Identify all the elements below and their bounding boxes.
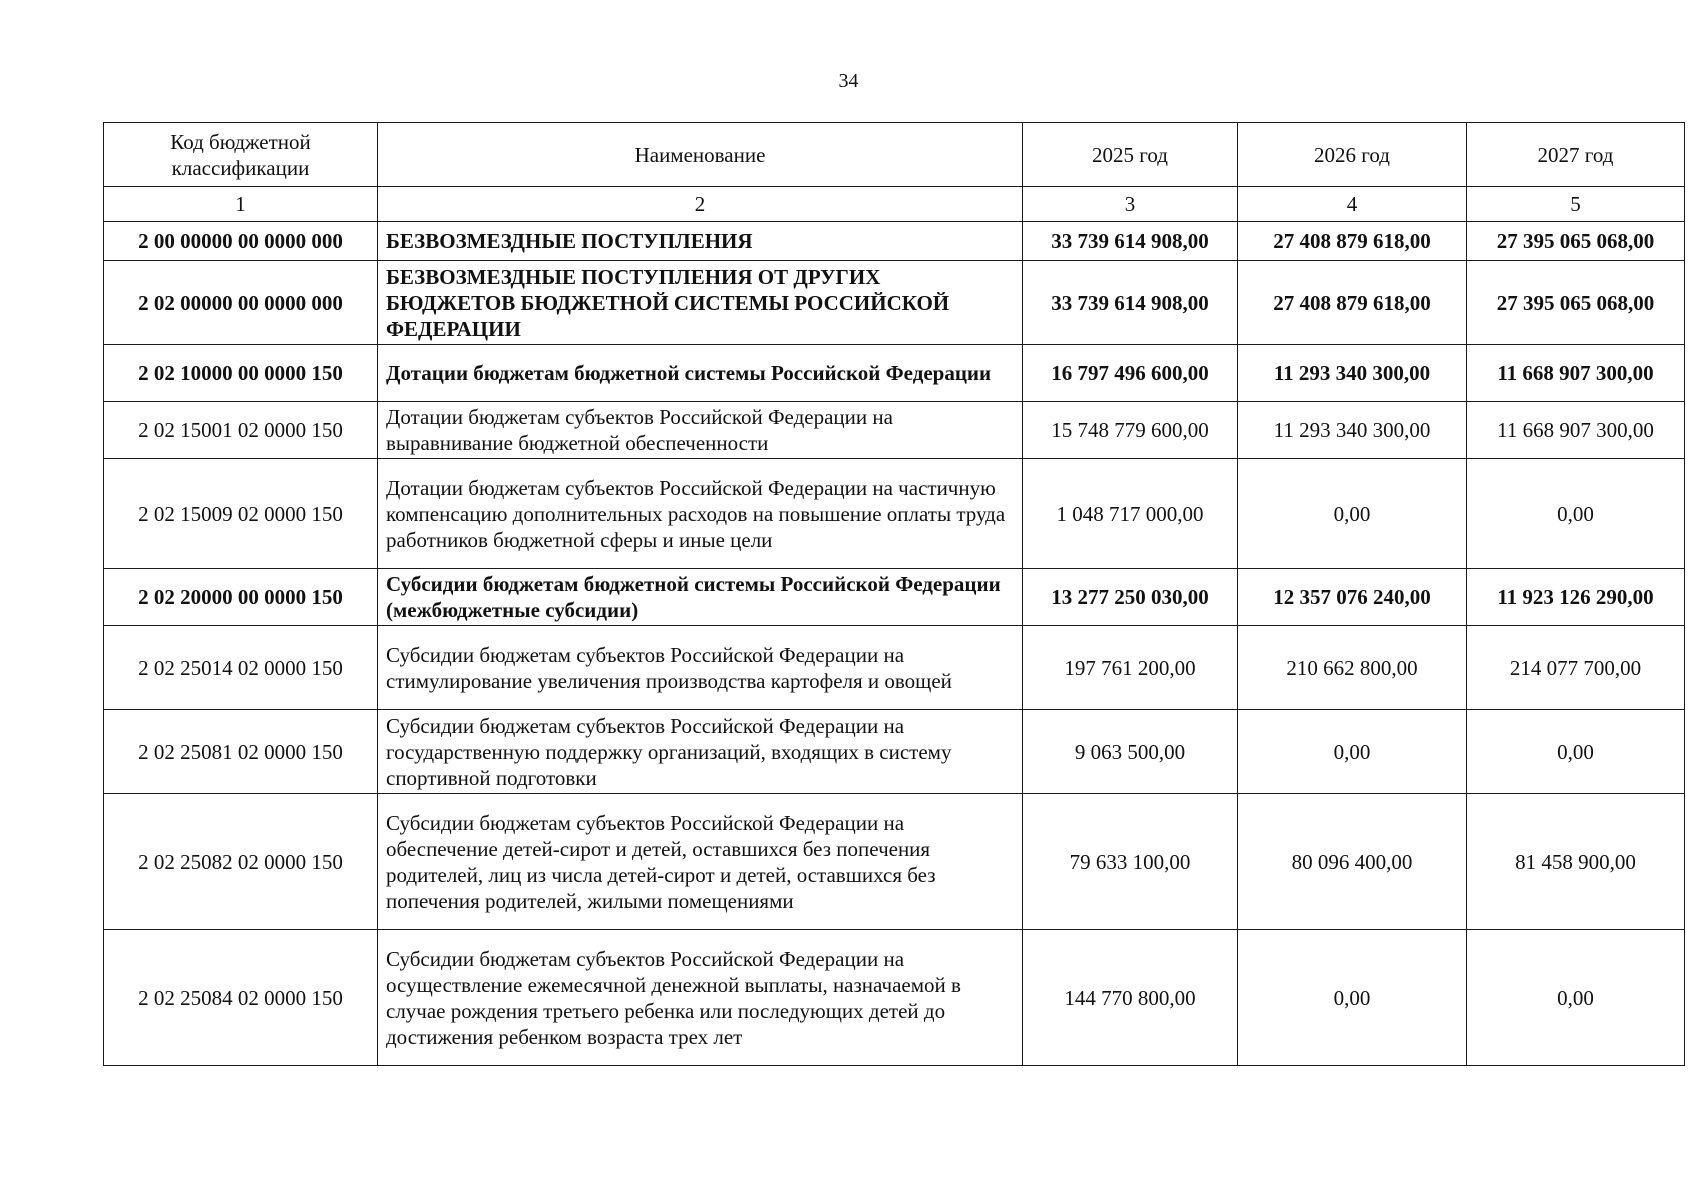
row-code: 2 02 15001 02 0000 150 bbox=[104, 402, 378, 459]
header-name: Наименование bbox=[378, 123, 1023, 187]
row-value-2025: 13 277 250 030,00 bbox=[1023, 569, 1238, 626]
column-number: 3 bbox=[1023, 187, 1238, 222]
row-code: 2 02 15009 02 0000 150 bbox=[104, 459, 378, 569]
row-name: Дотации бюджетам субъектов Российской Федерации на частичную компенсацию дополнительных расходов на повышение оплаты труда работников бюджетной сферы и иные цели bbox=[378, 459, 1023, 569]
row-name: Субсидии бюджетам субъектов Российской Федерации на государственную поддержку организаций, входящих в систему спортивной подготовки bbox=[378, 710, 1023, 794]
row-value-2026: 0,00 bbox=[1238, 459, 1467, 569]
table-row bbox=[104, 626, 1685, 710]
header-2026: 2026 год bbox=[1238, 123, 1467, 187]
table-row bbox=[104, 794, 1685, 930]
row-value-2026: 0,00 bbox=[1238, 710, 1467, 794]
row-value-2026: 0,00 bbox=[1238, 930, 1467, 1066]
row-value-2025: 1 048 717 000,00 bbox=[1023, 459, 1238, 569]
row-name: Субсидии бюджетам субъектов Российской Федерации на стимулирование увеличения производства картофеля и овощей bbox=[378, 626, 1023, 710]
header-2027: 2027 год bbox=[1467, 123, 1685, 187]
row-value-2027: 81 458 900,00 bbox=[1467, 794, 1685, 930]
table-row bbox=[104, 569, 1685, 626]
row-value-2027: 27 395 065 068,00 bbox=[1467, 261, 1685, 345]
row-value-2026: 27 408 879 618,00 bbox=[1238, 222, 1467, 261]
row-code: 2 02 00000 00 0000 000 bbox=[104, 261, 378, 345]
row-value-2027: 11 668 907 300,00 bbox=[1467, 345, 1685, 402]
row-name: БЕЗВОЗМЕЗДНЫЕ ПОСТУПЛЕНИЯ bbox=[378, 222, 1023, 261]
budget-table bbox=[103, 122, 1685, 1066]
table-row bbox=[104, 261, 1685, 345]
row-name: БЕЗВОЗМЕЗДНЫЕ ПОСТУПЛЕНИЯ ОТ ДРУГИХ БЮДЖЕТОВ БЮДЖЕТНОЙ СИСТЕМЫ РОССИЙСКОЙ ФЕДЕРАЦИИ bbox=[378, 261, 1023, 345]
table-row bbox=[104, 710, 1685, 794]
row-value-2025: 197 761 200,00 bbox=[1023, 626, 1238, 710]
column-number-row bbox=[104, 187, 1685, 222]
table-row bbox=[104, 930, 1685, 1066]
column-number: 5 bbox=[1467, 187, 1685, 222]
table-header-row bbox=[104, 123, 1685, 187]
row-value-2027: 0,00 bbox=[1467, 930, 1685, 1066]
row-code: 2 00 00000 00 0000 000 bbox=[104, 222, 378, 261]
header-2025: 2025 год bbox=[1023, 123, 1238, 187]
row-name: Субсидии бюджетам субъектов Российской Федерации на осуществление ежемесячной денежной выплаты, назначаемой в случае рождения третьего ребенка или последующих детей до достижения ребенком возраста трех лет bbox=[378, 930, 1023, 1066]
row-value-2027: 11 923 126 290,00 bbox=[1467, 569, 1685, 626]
page-number: 34 bbox=[838, 70, 859, 92]
row-name: Субсидии бюджетам бюджетной системы Российской Федерации (межбюджетные субсидии) bbox=[378, 569, 1023, 626]
row-value-2025: 16 797 496 600,00 bbox=[1023, 345, 1238, 402]
header-code: Код бюджетной классификации bbox=[104, 123, 378, 187]
row-value-2026: 210 662 800,00 bbox=[1238, 626, 1467, 710]
column-number: 2 bbox=[378, 187, 1023, 222]
row-value-2025: 79 633 100,00 bbox=[1023, 794, 1238, 930]
row-code: 2 02 25081 02 0000 150 bbox=[104, 710, 378, 794]
row-value-2027: 214 077 700,00 bbox=[1467, 626, 1685, 710]
table-row bbox=[104, 345, 1685, 402]
column-number: 4 bbox=[1238, 187, 1467, 222]
row-value-2025: 15 748 779 600,00 bbox=[1023, 402, 1238, 459]
row-value-2027: 11 668 907 300,00 bbox=[1467, 402, 1685, 459]
row-name: Субсидии бюджетам субъектов Российской Федерации на обеспечение детей-сирот и детей, оставшихся без попечения родителей, лиц из числа детей-сирот и детей, оставшихся без попечения родителей, жилыми помещениями bbox=[378, 794, 1023, 930]
row-code: 2 02 25014 02 0000 150 bbox=[104, 626, 378, 710]
table-row bbox=[104, 402, 1685, 459]
row-value-2025: 9 063 500,00 bbox=[1023, 710, 1238, 794]
row-value-2026: 11 293 340 300,00 bbox=[1238, 402, 1467, 459]
row-value-2026: 12 357 076 240,00 bbox=[1238, 569, 1467, 626]
row-value-2027: 0,00 bbox=[1467, 710, 1685, 794]
row-code: 2 02 20000 00 0000 150 bbox=[104, 569, 378, 626]
table-row bbox=[104, 222, 1685, 261]
row-value-2027: 0,00 bbox=[1467, 459, 1685, 569]
table-row bbox=[104, 459, 1685, 569]
row-value-2025: 144 770 800,00 bbox=[1023, 930, 1238, 1066]
row-value-2027: 27 395 065 068,00 bbox=[1467, 222, 1685, 261]
row-name: Дотации бюджетам субъектов Российской Федерации на выравнивание бюджетной обеспеченности bbox=[378, 402, 1023, 459]
row-value-2026: 11 293 340 300,00 bbox=[1238, 345, 1467, 402]
row-value-2025: 33 739 614 908,00 bbox=[1023, 222, 1238, 261]
row-value-2025: 33 739 614 908,00 bbox=[1023, 261, 1238, 345]
row-value-2026: 80 096 400,00 bbox=[1238, 794, 1467, 930]
row-name: Дотации бюджетам бюджетной системы Российской Федерации bbox=[378, 345, 1023, 402]
column-number: 1 bbox=[104, 187, 378, 222]
row-code: 2 02 25082 02 0000 150 bbox=[104, 794, 378, 930]
row-code: 2 02 25084 02 0000 150 bbox=[104, 930, 378, 1066]
row-code: 2 02 10000 00 0000 150 bbox=[104, 345, 378, 402]
row-value-2026: 27 408 879 618,00 bbox=[1238, 261, 1467, 345]
